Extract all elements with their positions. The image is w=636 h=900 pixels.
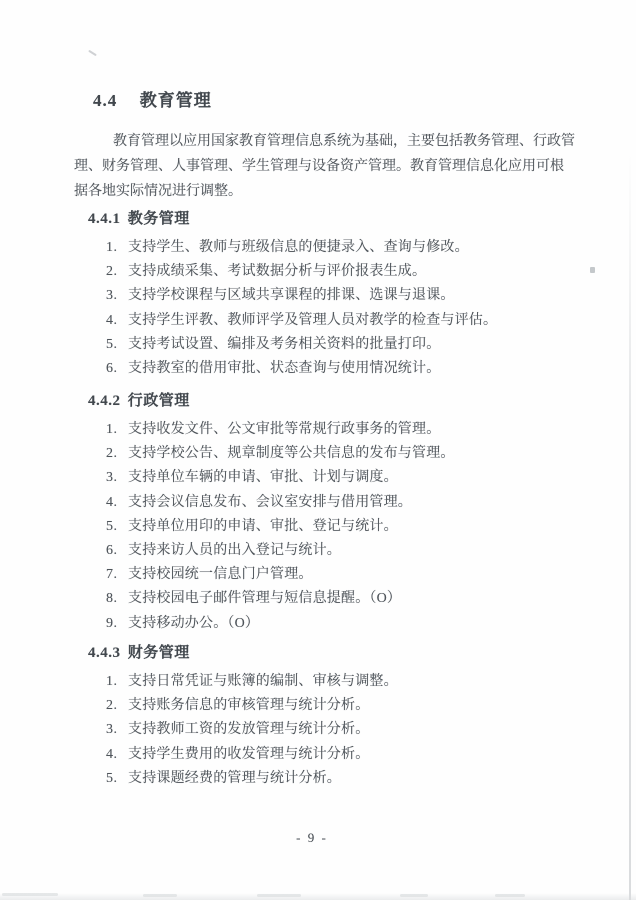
list-item: [106, 696, 576, 720]
list-item: [106, 589, 576, 613]
list-item: [106, 311, 576, 335]
list-item-text: 支持来访人员的出入登记与统计。: [128, 542, 341, 558]
list-item: [106, 745, 576, 769]
list-item: [106, 493, 576, 517]
scan-bottom-shadow: [0, 893, 636, 900]
list-item-text: 支持成绩采集、考试数据分析与评价报表生成。: [128, 264, 427, 280]
list-item-number: 3.: [106, 288, 118, 304]
section-heading: 4.4 教育管理: [93, 91, 212, 110]
list-item-number: 1.: [106, 674, 118, 689]
subsection-heading: 4.4.1 教务管理: [88, 211, 190, 227]
list-item-text: 支持校园电子邮件管理与短信息提醒。（O）: [128, 591, 402, 607]
list-item-text: 支持教师工资的发放管理与统计分析。: [128, 722, 370, 738]
list-item: [106, 517, 576, 541]
list-item: [106, 262, 576, 286]
list-item-number: 5.: [106, 518, 118, 534]
subsection-heading: 4.4.3 财务管理: [88, 645, 190, 661]
numbered-list: [106, 672, 576, 793]
scan-edge-line: [629, 150, 631, 900]
list-item-text: 支持课题经费的管理与统计分析。: [128, 770, 341, 786]
scan-speck-artifact: [590, 267, 595, 273]
list-item-number: 7.: [106, 567, 118, 583]
list-item-text: 支持单位车辆的申请、审批、计划与调度。: [128, 470, 398, 486]
list-item: [106, 238, 576, 262]
list-item-text: 支持学校公告、规章制度等公共信息的发布与管理。: [128, 446, 455, 462]
list-item: [106, 614, 576, 638]
list-item-text: 支持考试设置、编排及考务相关资料的批量打印。: [128, 336, 441, 352]
list-item-number: 4.: [106, 746, 118, 762]
list-item-number: 6.: [106, 360, 118, 376]
list-item: [106, 720, 576, 744]
scan-smudge-artifact: [88, 50, 97, 56]
list-item-number: 5.: [106, 336, 118, 352]
list-item: [106, 769, 576, 793]
list-item: [106, 565, 576, 589]
list-item: [106, 359, 576, 383]
list-item: [106, 672, 576, 696]
list-item-number: 8.: [106, 591, 118, 607]
list-item: [106, 420, 576, 444]
numbered-list: [106, 238, 576, 383]
list-item-number: 4.: [106, 312, 118, 328]
intro-paragraph: 教育管理以应用国家教育管理信息系统为基础，主要包括教务管理、行政管理、财务管理、人事管理、学生管理与设备资产管理。教育管理信息化应用可根据各地实际情况进行调整。: [74, 134, 575, 200]
list-item-number: 3.: [106, 470, 118, 486]
list-item-text: 支持单位用印的申请、审批、登记与统计。: [128, 518, 398, 534]
list-item-text: 支持会议信息发布、会议室安排与借用管理。: [128, 494, 412, 510]
list-item-text: 支持账务信息的审核管理与统计分析。: [128, 698, 370, 714]
list-item-number: 6.: [106, 542, 118, 558]
list-item-number: 3.: [106, 722, 118, 738]
list-item-number: 1.: [106, 240, 118, 255]
list-item: [106, 468, 576, 492]
list-item-number: 4.: [106, 494, 118, 510]
list-item-number: 1.: [106, 422, 118, 437]
list-item-text: 支持学校课程与区域共享课程的排课、选课与退课。: [128, 288, 455, 304]
list-item-number: 5.: [106, 770, 118, 786]
list-item-text: 支持学生评教、教师评学及管理人员对教学的检查与评估。: [128, 312, 498, 328]
list-item-text: 支持学生费用的收发管理与统计分析。: [128, 746, 370, 762]
list-item-text: 支持收发文件、公文审批等常规行政事务的管理。: [128, 422, 441, 437]
list-item-number: 2.: [106, 264, 118, 280]
list-item-text: 支持校园统一信息门户管理。: [128, 567, 313, 583]
subsection-heading: 4.4.2 行政管理: [88, 393, 190, 409]
list-item: [106, 541, 576, 565]
list-item-text: 支持日常凭证与账簿的编制、审核与调整。: [128, 674, 398, 689]
list-item-text: 支持学生、教师与班级信息的便捷录入、查询与修改。: [128, 240, 469, 255]
list-item-number: 2.: [106, 698, 118, 714]
list-item: [106, 444, 576, 468]
list-item-number: 9.: [106, 615, 118, 631]
numbered-list: [106, 420, 576, 638]
list-item-number: 2.: [106, 446, 118, 462]
list-item: [106, 286, 576, 310]
list-item: [106, 335, 576, 359]
page-number: - 9 -: [296, 830, 328, 845]
list-item-text: 支持教室的借用审批、状态查询与使用情况统计。: [128, 360, 441, 376]
list-item-text: 支持移动办公。（O）: [128, 615, 260, 631]
